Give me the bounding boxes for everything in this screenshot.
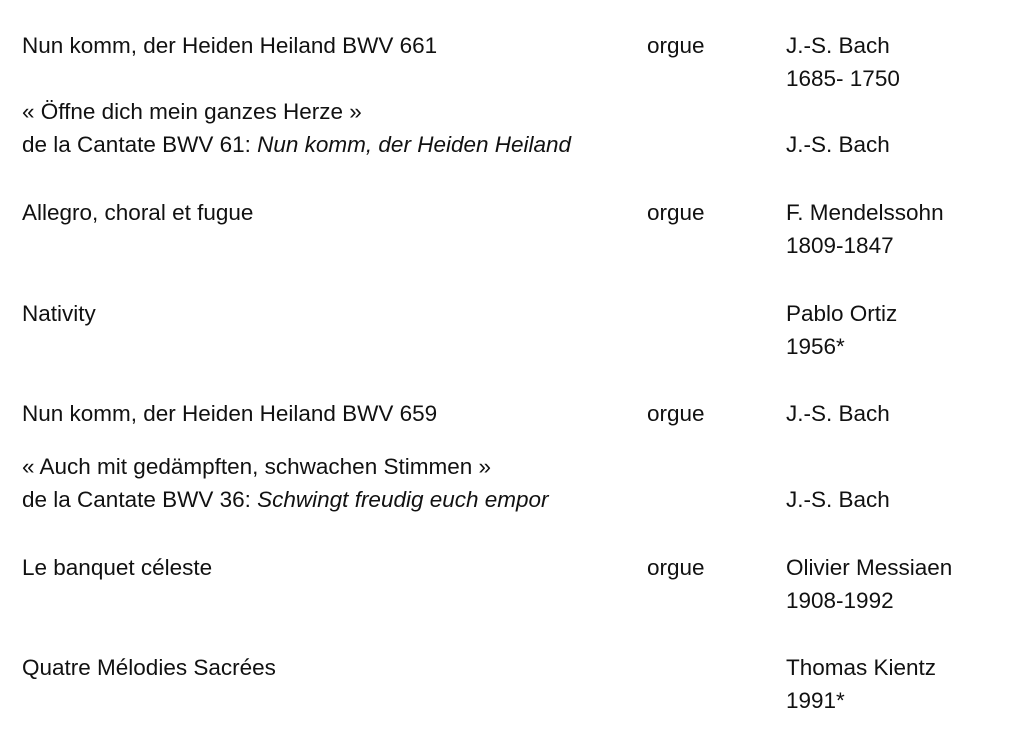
work-title: Nun komm, der Heiden Heiland BWV 659 (22, 401, 438, 426)
work-source-cantata: Schwingt freudig euch empor (257, 487, 549, 512)
work-title: Le banquet céleste (22, 555, 213, 580)
composer-name: J.-S. Bach (786, 487, 890, 512)
composer-dates: 1956* (786, 334, 845, 359)
work-title: Nun komm, der Heiden Heiland BWV 661 (22, 33, 438, 58)
work-source-prefix: de la Cantate BWV 36: (22, 487, 258, 512)
composer-dates: 1809-1847 (786, 233, 894, 258)
composer-name: F. Mendelssohn (786, 200, 944, 225)
composer-name: J.-S. Bach (786, 33, 890, 58)
work-source (22, 483, 549, 516)
work-source-prefix: de la Cantate BWV 61: (22, 132, 258, 157)
work-title: « Öffne dich mein ganzes Herze » (22, 99, 362, 124)
instrument: orgue (647, 401, 705, 426)
composer-name: Thomas Kientz (786, 655, 937, 680)
instrument: orgue (647, 555, 705, 580)
composer-name: J.-S. Bach (786, 401, 890, 426)
composer-name: Olivier Messiaen (786, 555, 953, 580)
instrument: orgue (647, 33, 705, 58)
work-source-cantata: Nun komm, der Heiden Heiland (257, 132, 572, 157)
work-title: « Auch mit gedämpften, schwachen Stimmen » (22, 454, 491, 479)
composer-dates: 1908-1992 (786, 588, 894, 613)
work-title: Allegro, choral et fugue (22, 200, 254, 225)
composer-name: Pablo Ortiz (786, 301, 898, 326)
work-source (22, 128, 571, 161)
composer-dates: 1991* (786, 688, 845, 713)
work-title: Nativity (22, 301, 96, 326)
composer-dates: 1685- 1750 (786, 66, 900, 91)
composer-name: J.-S. Bach (786, 132, 890, 157)
work-title: Quatre Mélodies Sacrées (22, 655, 276, 680)
instrument: orgue (647, 200, 705, 225)
